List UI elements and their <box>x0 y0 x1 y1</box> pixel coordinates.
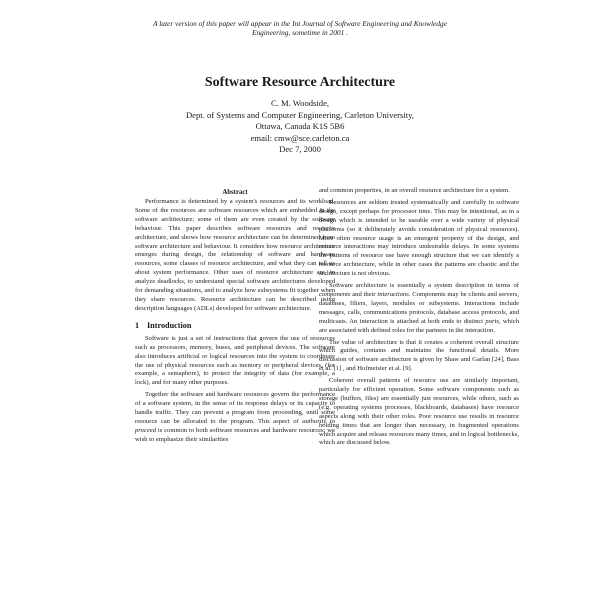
left-column <box>135 188 335 448</box>
text-run: . Components may be clients and servers, databases, filters, layers, modules or subsystems. Interactions include messages, calls, communications protocols, database access protocols, and multicasts. An interaction is attached at both ends to distinct <box>319 290 519 325</box>
emphasis: components <box>319 290 351 298</box>
emphasis: authority to proceed <box>135 417 335 434</box>
publication-note-line-2: Engineering, sometime in 2001 . <box>251 28 349 38</box>
body-paragraph-1: Resources are seldom treated systematically and carefully in software design, except perhaps for processor time. This may be intentional, as in a design which is intended to be useable over a wide variety of physical platforms (so it deliberately avoids consideration of physical resources). More often resource usage is an emergent property of the design, and resource interactions may introduce undesirable delays. In some systems the patterns of resource use have enough structure that we can identify a resource architecture, while in other cases the patterns are chaotic and the architecture is not obvious. <box>319 198 519 278</box>
intro-paragraph-1: Software is just a set of instructions that govern the use of resources such as processors, memory, buses, and peripheral devices. The software also introduces artificial or logical resources into the system to coordinate the use of physical resources such as memory or peripheral devices, (for example, a semaphore), to protect the integrity of data (for example, a lock), and for many other purposes. <box>135 334 335 387</box>
text-run: Software architecture is essentially a system description in terms of <box>329 282 519 290</box>
text-run: is common to both software resources and hardware resources; we wish to emphasize their similarities <box>135 426 335 443</box>
publication-note-line-1: A later version of this paper will appear in the Int Journal of Software Engineering and Knowledge <box>153 19 447 28</box>
text-run: , which are associated with defined roles for the partners in the interaction. <box>319 317 519 334</box>
section-heading-introduction <box>135 321 335 331</box>
author-address: Ottawa, Canada K1S 5B6 <box>255 121 345 132</box>
author-name: C. M. Woodside, <box>270 98 330 108</box>
body-paragraph-2 <box>319 282 519 335</box>
body-paragraph-3: The value of architecture is that it creates a coherent overall structure which guides, contains and maintains the functional details. More discussion of software architecture is given by Shaw and Garlan [24], Bass et al. [1] , and Hofmeister et al. [9]. <box>319 338 519 373</box>
author-email: email: cmw@sce.carleton.ca <box>250 132 350 143</box>
text-run: and their <box>350 290 378 298</box>
continued-paragraph: and common properties, in an overall resource architecture for a system. <box>319 187 510 194</box>
emphasis: ports <box>485 317 499 325</box>
publication-note <box>110 19 490 37</box>
section-title: Introduction <box>147 320 192 330</box>
emphasis: interactions <box>377 290 409 298</box>
section-number: 1 <box>135 320 140 330</box>
intro-paragraph-2 <box>135 391 335 444</box>
text-run: Together the software and hardware resources govern the performance of a software system, in the sense of its response delays or its capacity to handle traffic. They can prevent a program from proceeding, until some resource can be allocated to the program. This aspect of <box>135 391 335 425</box>
author-affiliation: Dept. of Systems and Computer Engineering, Carleton University, <box>185 109 415 120</box>
abstract-heading: Abstract <box>222 189 248 196</box>
right-column <box>319 187 519 451</box>
paper-title: Software Resource Architecture <box>204 75 396 90</box>
body-paragraph-4: Coherent overall patterns of resource use are similarly important, particularly for efficient operation. Some software components such as storage (buffers, files) are essentially just resources, while others, such as (e.g. operating systems processes, blackboards, databases) have resource aspects along with their other roles. Poor resource use results in resource holding times that are longer than necessary, in fragmented operations which acquire and release resources many times, and in logical bottlenecks, which are discussed below. <box>319 377 519 447</box>
author-block <box>120 98 480 156</box>
abstract-text: Performance is determined by a system's resources and its workload. Some of the resources are software resources which are embedded in the software architecture; some of them are even created by the software behaviour. This paper describes software resources and resource architecture, and shows how resource architecture can be determined from software architecture and behaviour. It considers how resource architecture emerges during design, the relationship of software and hardware resources, some classes of resource architecture, and what they can tell us about system performance. Other uses of resource architecture are, to analyze deadlocks, to understand special software architectures developed for demanding situations, and to analyze how subsystems fit together when they share resources. Resource architecture can be described using description languages (ADLs) developed for software architecture. <box>135 198 335 312</box>
paper-date: Dec 7, 2000 <box>279 144 321 155</box>
